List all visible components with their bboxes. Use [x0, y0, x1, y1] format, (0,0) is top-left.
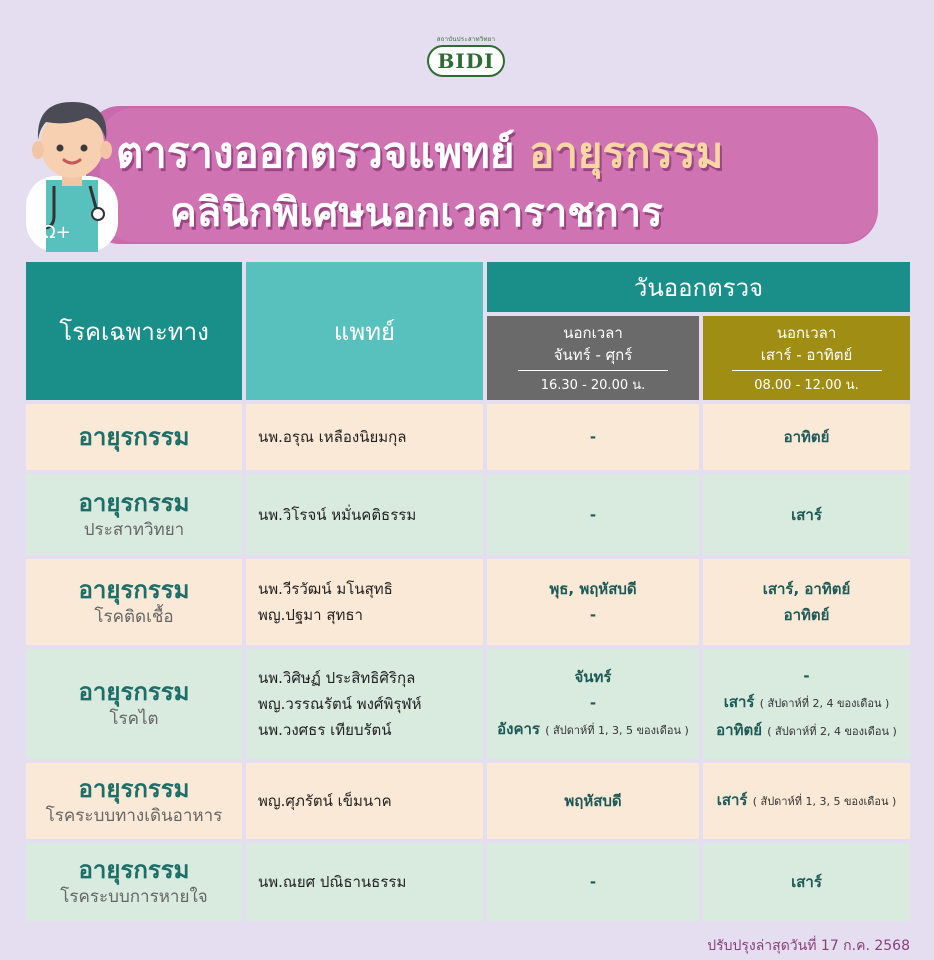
day-label: -	[803, 667, 810, 685]
day-label: เสาร์, อาทิตย์	[762, 580, 851, 598]
weekend-entry	[784, 424, 830, 450]
specialty-main: อายุรกรรม	[78, 856, 190, 884]
week-note: ( สัปดาห์ที่ 2, 4 ของเดือน )	[759, 697, 890, 710]
day-label: อาทิตย์	[716, 721, 762, 739]
day-label: พฤหัสบดี	[564, 792, 622, 810]
doctor-cell	[246, 404, 483, 470]
weekend-entry	[763, 576, 851, 602]
week-note: ( สัปดาห์ที่ 1, 3, 5 ของเดือน )	[545, 724, 689, 737]
weekday-entry	[590, 424, 596, 450]
weekend-cell	[703, 559, 910, 645]
weekend-entry	[791, 502, 822, 528]
logo-caption: สถาบันประสาทวิทยา	[436, 36, 496, 43]
institute-logo	[424, 36, 508, 86]
doctor-name: นพ.วิโรจน์ หมั่นคติธรรม	[258, 505, 417, 524]
weekday-entry	[549, 576, 636, 602]
day-label: อังคาร	[497, 720, 540, 738]
specialty-main: อายุรกรรม	[78, 488, 190, 517]
weekend-entry	[803, 663, 809, 689]
specialty-cell	[26, 843, 242, 921]
specialty-sub: ประสาทวิทยา	[83, 519, 185, 540]
weekday-cell	[487, 843, 699, 921]
doctor-cell	[246, 559, 483, 645]
last-updated: ปรับปรุงล่าสุดวันที่ 17 ก.ค. 2568	[707, 938, 910, 954]
specialty-cell	[26, 649, 242, 759]
doctor-name: นพ.วีรวัฒน์ มโนสุทธิ	[258, 580, 393, 598]
weekend-entry	[724, 689, 890, 717]
day-label: -	[589, 606, 597, 624]
header-weekend: นอกเวลา เสาร์ - อาทิตย์ 08.00 - 12.00 น.	[703, 316, 910, 400]
day-label: -	[589, 873, 597, 891]
header-doctor: แพทย์	[246, 262, 483, 400]
weekend-entry	[791, 869, 822, 895]
title-highlight: อายุรกรรม	[529, 128, 724, 177]
day-label: เสาร์	[723, 693, 755, 711]
doctor-name: พญ.ศุภรัตน์ เข็มนาค	[258, 792, 392, 810]
weekend-cell	[703, 474, 910, 555]
weekday-cell	[487, 474, 699, 555]
weekday-cell	[487, 649, 699, 759]
weekend-cell	[703, 843, 910, 921]
schedule-table	[26, 262, 910, 922]
weekend-entry	[784, 602, 830, 628]
weekend-cell	[703, 404, 910, 470]
specialty-main: อายุรกรรม	[78, 678, 190, 706]
doctor-name: นพ.วิศิษฏ์ ประสิทธิศิริกุล	[258, 669, 416, 687]
doctor-name: นพ.วงศธร เทียบรัตน์	[258, 721, 392, 739]
doctor-cell	[246, 843, 483, 921]
specialty-sub: โรคระบบการหายใจ	[60, 887, 208, 907]
specialty-cell	[26, 404, 242, 470]
specialty-main: อายุรกรรม	[78, 576, 190, 604]
day-label: -	[589, 694, 597, 712]
weekend-entry	[717, 787, 897, 815]
weekend-entry	[716, 717, 897, 745]
specialty-cell	[26, 474, 242, 555]
doctor-cell	[246, 474, 483, 555]
day-label: -	[589, 505, 597, 524]
weekend-cell	[703, 763, 910, 839]
weekday-entry	[590, 502, 596, 528]
weekday-cell	[487, 763, 699, 839]
page-title	[116, 120, 836, 186]
day-label: จันทร์	[574, 668, 612, 686]
specialty-sub: โรคติดเชื้อ	[94, 607, 174, 627]
specialty-main: อายุรกรรม	[78, 775, 190, 803]
weekday-entry	[590, 869, 596, 895]
specialty-main: อายุรกรรม	[78, 423, 190, 451]
specialty-cell	[26, 763, 242, 839]
specialty-sub: โรคไต	[109, 709, 159, 729]
weekday-entry	[564, 788, 621, 814]
weekday-entry	[590, 602, 596, 628]
weekday-cell	[487, 404, 699, 470]
day-label: อาทิตย์	[783, 606, 830, 624]
header-days: วันออกตรวจ	[487, 262, 910, 312]
weekday-entry	[497, 716, 689, 744]
day-label: เสาร์	[716, 791, 748, 809]
day-label: -	[589, 428, 597, 446]
weekend-cell	[703, 649, 910, 759]
day-label: เสาร์	[791, 505, 822, 524]
header-weekday: นอกเวลา จันทร์ - ศุกร์ 16.30 - 20.00 น.	[487, 316, 699, 400]
weekday-entry	[575, 664, 612, 690]
page-subtitle: คลินิกพิเศษนอกเวลาราชการ	[170, 190, 663, 236]
doctor-cell	[246, 763, 483, 839]
doctor-illustration-icon	[16, 96, 128, 252]
doctor-name: นพ.อรุณ เหลืองนิยมกุล	[258, 428, 407, 446]
doctor-name: พญ.วรรณรัตน์ พงศ์พิรุฬห์	[258, 695, 422, 713]
title-main: ตารางออกตรวจแพทย์	[116, 128, 515, 177]
weekday-cell	[487, 559, 699, 645]
day-label: พุธ, พฤหัสบดี	[549, 580, 637, 598]
specialty-sub: โรคระบบทางเดินอาหาร	[45, 806, 223, 826]
doctor-cell	[246, 649, 483, 759]
day-label: เสาร์	[791, 873, 822, 891]
doctor-name: นพ.ณยศ ปณิธานธรรม	[258, 873, 407, 891]
weekday-entry	[590, 690, 596, 716]
header-specialty: โรคเฉพาะทาง	[26, 262, 242, 400]
doctor-name: พญ.ปฐมา สุทธา	[258, 606, 363, 624]
specialty-cell	[26, 559, 242, 645]
day-label: อาทิตย์	[783, 428, 830, 446]
logo-badge: BIDI	[427, 45, 505, 77]
week-note: ( สัปดาห์ที่ 2, 4 ของเดือน )	[767, 725, 897, 738]
week-note: ( สัปดาห์ที่ 1, 3, 5 ของเดือน )	[752, 795, 897, 808]
svg-text:Ω+: Ω+	[42, 222, 71, 243]
